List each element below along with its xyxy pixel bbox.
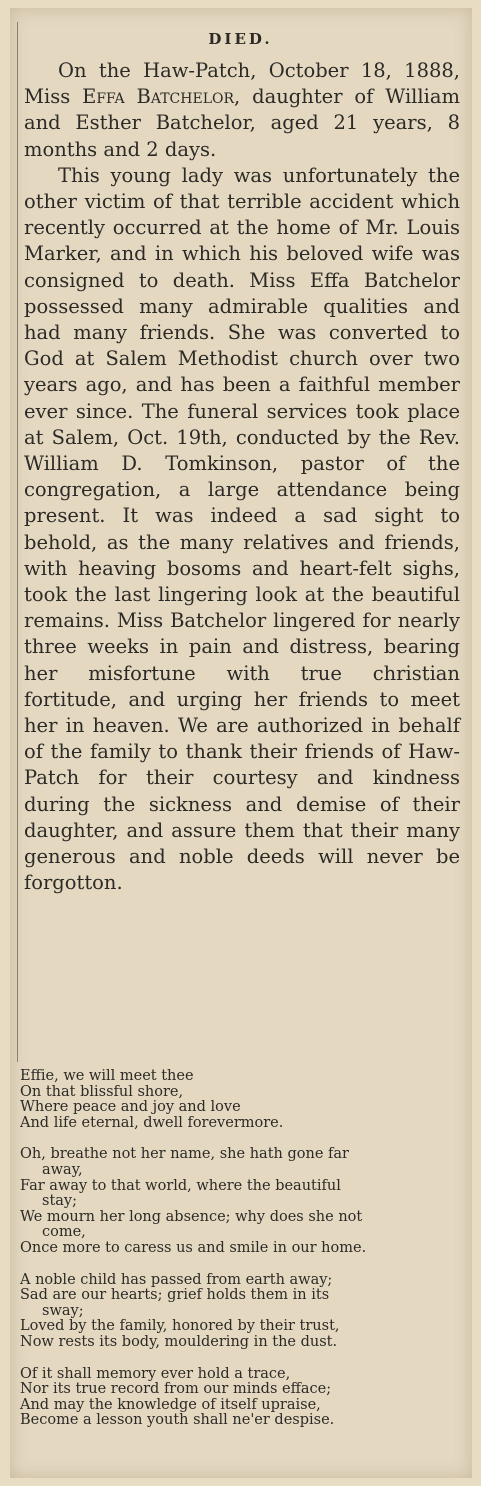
poem-line: Loved by the family, honored by their trust,: [20, 1318, 340, 1335]
poem-line: Once more to caress us and smile in our home.: [20, 1239, 367, 1256]
poem-line: A noble child has passed from earth away;: [20, 1271, 333, 1288]
intro-text-2: , daughter of William and Esther Batchelor, aged 21 years, 8 months and 2 days.: [24, 85, 461, 161]
poem-line: And may the knowledge of itself upraise,: [20, 1396, 321, 1413]
poem-line: On that blissful shore,: [20, 1083, 184, 1100]
poem-line: Where peace and joy and love: [20, 1099, 241, 1116]
poem-line: Effie, we will meet thee: [20, 1068, 194, 1084]
intro-text-1: On the Haw-Patch, October 18, 1888, Miss: [24, 59, 460, 109]
poem-line-continuation: sway;: [42, 1302, 84, 1319]
poem-stanza-1: [20, 1069, 452, 1131]
poem-stanza-3: [20, 1273, 452, 1351]
poem-line: Nor its true record from our minds efface;: [20, 1381, 332, 1398]
poem-line-continuation: stay;: [42, 1193, 77, 1210]
poem-line-continuation: come,: [42, 1224, 86, 1241]
poem-line: Become a lesson youth shall ne'er despise.: [20, 1412, 335, 1429]
column-rule: [17, 22, 18, 1062]
poem-line: We mourn her long absence; why does she not: [20, 1208, 363, 1225]
poem-line-continuation: away,: [42, 1161, 83, 1178]
obituary-body: [24, 58, 460, 897]
poem-line: Sad are our hearts; grief holds them in its: [20, 1287, 330, 1304]
deceased-name: Effa Batchelor: [82, 85, 235, 109]
poem-line: And life eternal, dwell forevermore.: [20, 1114, 284, 1131]
intro-paragraph: [24, 58, 460, 163]
poem-line: Of it shall memory ever hold a trace,: [20, 1365, 291, 1382]
memorial-poem: [20, 1069, 452, 1445]
poem-stanza-2: [20, 1147, 452, 1256]
poem-line: Far away to that world, where the beautiful: [20, 1177, 341, 1194]
poem-stanza-4: [20, 1367, 452, 1429]
main-paragraph: This young lady was unfortunately the other victim of that terrible accident which recently occurred at the home of Mr. Louis Marker, and in which his beloved wife was consigned to death. Miss Effa Batchelor possessed many admirable qualities and had many friends. She was converted to God at Salem Methodist church over two years ago, and has been a faithful member ever since. The funeral services took place at Salem, Oct. 19th, conducted by the Rev. William D. Tomkinson, pastor of the congregation, a large attendance being present. It was indeed a sad sight to behold, as the many relatives and friends, with heaving bosoms and heart-felt sighs, took the last lingering look at the beautiful remains. Miss Batchelor lingered for nearly three weeks in pain and distress, bearing her misfortune with true christian fortitude, and urging her friends to meet her in heaven. We are authorized in behalf of the family to thank their friends of Haw-Patch for their courtesy and kindness during the sickness and demise of their daughter, and assure them that their many generous and noble deeds will never be forgotton.: [24, 163, 460, 895]
poem-line: Now rests its body, mouldering in the dust.: [20, 1333, 338, 1350]
poem-line: Oh, breathe not her name, she hath gone far: [20, 1146, 349, 1163]
obituary-heading: DIED.: [208, 30, 273, 48]
